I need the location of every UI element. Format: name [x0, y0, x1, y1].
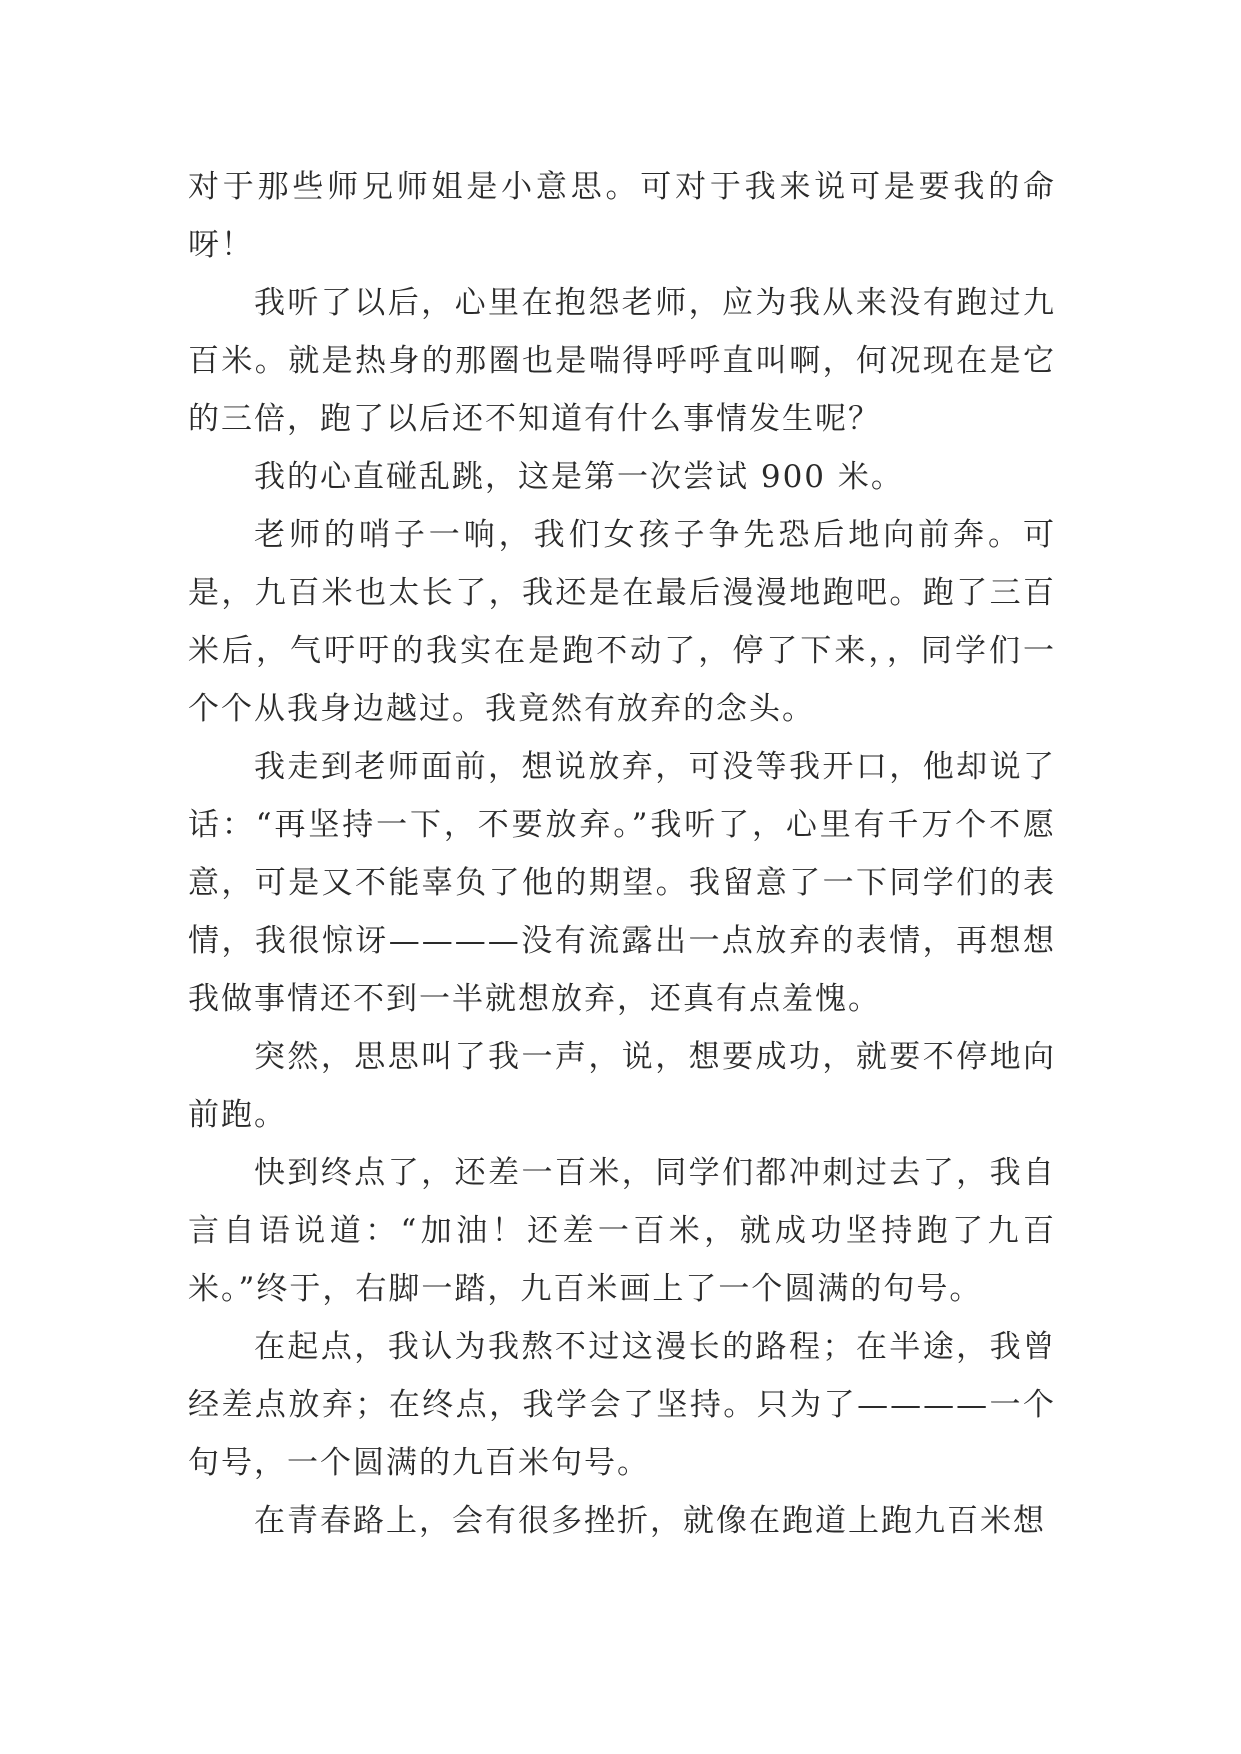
- paragraph-2: 我听了以后，心里在抱怨老师，应为我从来没有跑过九百米。就是热身的那圈也是喘得呼呼直叫啊，何况现在是它的三倍，跑了以后还不知道有什么事情发生呢？: [188, 285, 1056, 437]
- paragraph-1: 对于那些师兄师姐是小意思。可对于我来说可是要我的命呀！: [188, 169, 1056, 263]
- paragraph-8: 在起点，我认为我熬不过这漫长的路程；在半途，我曾经差点放弃；在终点，我学会了坚持。只为了————一个句号，一个圆满的九百米句号。: [188, 1329, 1056, 1481]
- paragraph-6: 突然，思思叫了我一声，说，想要成功，就要不停地向前跑。: [188, 1039, 1056, 1133]
- paragraph-5: 我走到老师面前，想说放弃，可没等我开口，他却说了话：“再坚持一下，不要放弃。”我听了，心里有千万个不愿意，可是又不能辜负了他的期望。我留意了一下同学们的表情，我很惊讶————没有流露出一点放弃的表情，再想想我做事情还不到一半就想放弃，还真有点羞愧。: [188, 749, 1056, 1017]
- paragraph-4: 老师的哨子一响，我们女孩子争先恐后地向前奔。可是，九百米也太长了，我还是在最后漫漫地跑吧。跑了三百米后，气吁吁的我实在是跑不动了，停了下来，，同学们一个个从我身边越过。我竟然有放弃的念头。: [188, 517, 1056, 727]
- document-body: [188, 158, 1056, 1550]
- paragraph-7: 快到终点了，还差一百米，同学们都冲刺过去了，我自言自语说道：“加油！还差一百米，就成功坚持跑了九百米。”终于，右脚一踏，九百米画上了一个圆满的句号。: [188, 1155, 1056, 1307]
- paragraph-9: 在青春路上，会有很多挫折，就像在跑道上跑九百米想: [254, 1503, 1046, 1539]
- paragraph-3: 我的心直碰乱跳，这是第一次尝试 900 米。: [254, 459, 904, 495]
